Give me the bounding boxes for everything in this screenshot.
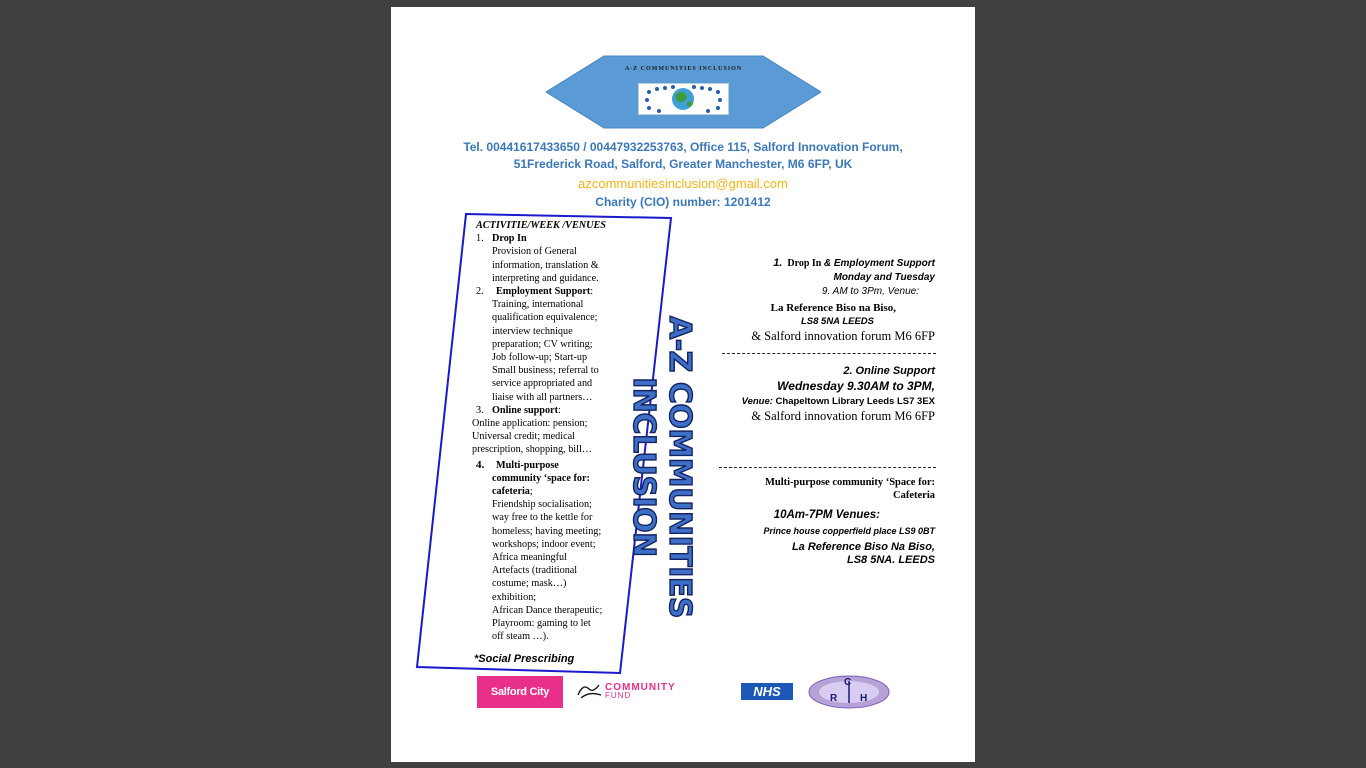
activities-heading: ACTIVITIE/WEEK /VENUES: [476, 220, 606, 231]
social-prescribing: *Social Prescribing: [474, 652, 575, 665]
charity-number: Charity (CIO) number: 1201412: [595, 195, 771, 209]
divider-2: [719, 467, 936, 468]
activity-item-2: 2. Employment Support:: [476, 286, 594, 298]
activity-item-3: 3. Online support:: [476, 404, 561, 416]
crh-logo: C R H: [808, 675, 890, 709]
salford-city-council-logo: Salford City Council: [477, 676, 563, 708]
lottery-hand-icon: [575, 679, 605, 701]
activity-item-1: 1. Drop In: [476, 233, 527, 245]
divider-1: [722, 353, 936, 354]
community-fund-logo: COMMUNITY FUND: [575, 679, 725, 701]
activities-list: ACTIVITIE/WEEK /VENUES 1. Drop In Provision of General information, translation & interpreting and guidance. 2. Employment Support: Training, international qualification equivalence; interview technique preparation; CV writing; Job follow-up; Start-up Small business; referral to service appropriated and liaise with all partners… 3. Online support: Online application: pension; Universal credit; medical prescription, shopping, bill… 4. Multi-purpose community ‘space for: cafeteria; Friendship socialisation; way free to the kettle for homeless; having meeting; workshops; indoor event; Africa meaningful Artefacts (traditional costume; mask…) exhibition; African Dance therapeutic; Playroom: gaming to let off steam …). *Social Prescribing: [472, 219, 632, 666]
contact-line-1: Tel. 00441617433650 / 00447932253763, Office 115, Salford Innovation Forum,: [463, 140, 903, 154]
flyer-page: [391, 7, 975, 762]
contact-line-2: 51Frederick Road, Salford, Greater Manchester, M6 6FP, UK: [513, 157, 853, 171]
logo-text: A-Z COMMUNITIES INCLUSION: [624, 66, 743, 72]
schedule-section-1: 1. Drop In & Employment Support Monday and Tuesday 9. AM to 3Pm, Venue: La Reference Biso na Biso, LS8 5NA LEEDS & Salford innovation forum M6 6FP: [751, 257, 935, 343]
globe-icon: [638, 83, 729, 115]
email-link[interactable]: azcommunitiesinclusion@gmail.com: [578, 176, 788, 191]
schedule-section-2: 2. Online Support Wednesday 9.30AM to 3PM, Venue: Chapeltown Library Leeds LS7 3EX & Salford innovation forum M6 6FP: [741, 365, 935, 423]
vertical-title: A-Z COMMUNITIES INCLUSION: [626, 316, 697, 618]
schedule-section-3: Multi-purpose community ‘Space for: Cafeteria 10Am-7PM Venues: Prince house copperfield place LS9 0BT La Reference Biso Na Biso, LS8 5NA. LEEDS: [763, 477, 935, 566]
activity-item-4: 4. Multi-purpose: [476, 458, 559, 471]
nhs-logo: NHS: [741, 683, 793, 700]
